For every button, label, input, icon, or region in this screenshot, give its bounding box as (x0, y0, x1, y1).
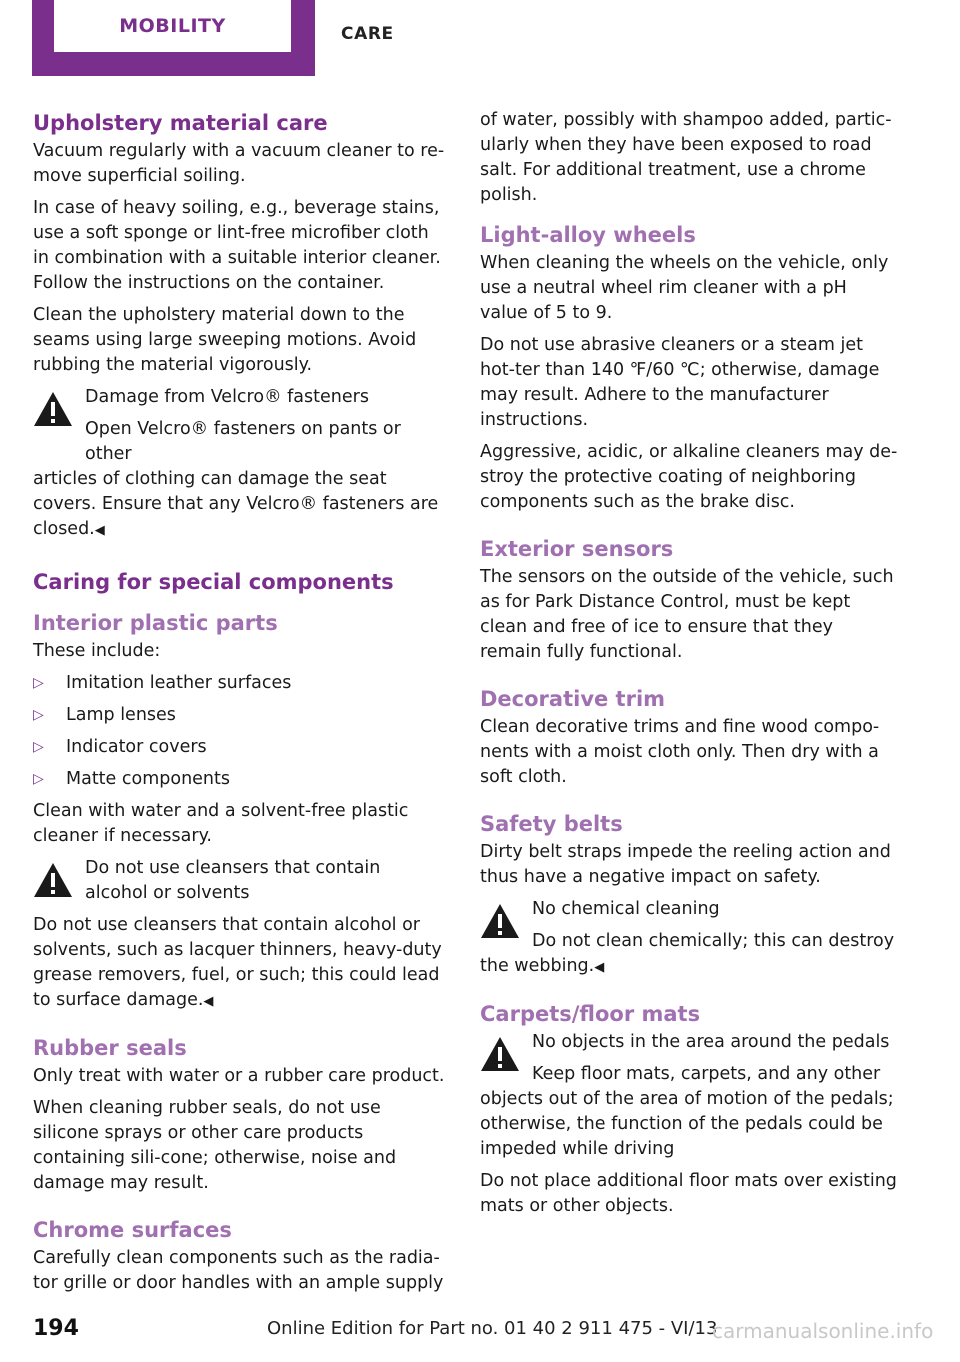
paragraph: In case of heavy soiling, e.g., beverage stains, use a soft sponge or lint-free microfiber cloth in combination with a suitable interior cleaner. Follow the instructions on the container. (33, 198, 441, 293)
end-mark-icon: ◀ (203, 994, 214, 1009)
warning-block (480, 1030, 898, 1162)
bullet-triangle-icon: ▷ (33, 771, 44, 787)
special-components-heading: Caring for special components (33, 570, 394, 594)
paragraph: When cleaning rubber seals, do not use silicone sprays or other care products containing sili‐cone; otherwise, noise and damage may result. (33, 1098, 397, 1193)
warning-body: Do not use cleansers that contain alcohol or solvents, such as lacquer thinners, heavy-duty grease removers, fuel, or such; this could lead to surface damage.◀ (33, 915, 442, 1010)
paragraph: When cleaning the wheels on the vehicle, only use a neutral wheel rim cleaner with a pH value of 5 to 9. (480, 253, 889, 323)
chapter-tab-bar (32, 0, 315, 76)
warning-title: Do not use cleansers that contain alcohol or solvents (85, 858, 381, 903)
paragraph: The sensors on the outside of the vehicle, such as for Park Distance Control, must be kept clean and free of ice to ensure that they remain fully functional. (480, 567, 894, 662)
paragraph: Clean decorative trims and fine wood compo‐nents with a moist cloth only. Then dry with a soft cloth. (480, 717, 880, 787)
warning-triangle-icon (33, 391, 73, 427)
paragraph: Vacuum regularly with a vacuum cleaner to re‐move superficial soiling. (33, 141, 445, 186)
plastic-parts-heading: Interior plastic parts (33, 611, 278, 635)
paragraph: Only treat with water or a rubber care product. (33, 1066, 445, 1086)
upholstery-heading: Upholstery material care (33, 111, 328, 135)
bullet-triangle-icon: ▷ (33, 675, 44, 691)
exterior-sensors-heading: Exterior sensors (480, 537, 674, 561)
end-mark-icon: ◀ (94, 523, 105, 538)
end-mark-icon: ◀ (594, 960, 605, 975)
warning-body: Open Velcro® fasteners on pants or other articles of clothing can damage the seat covers. Ensure that any Velcro® fasteners are closed.◀ (33, 419, 439, 539)
warning-triangle-icon (480, 1036, 520, 1072)
light-alloy-wheels-heading: Light-alloy wheels (480, 223, 696, 247)
paragraph: Carefully clean components such as the radia‐tor grille or door handles with an ample supply (33, 1248, 444, 1293)
rubber-seals-heading: Rubber seals (33, 1036, 187, 1060)
paragraph: Dirty belt straps impede the reeling action and thus have a negative impact on safety. (480, 842, 891, 887)
list-item: ▷ Imitation leather surfaces (33, 671, 448, 696)
warning-block (480, 897, 898, 980)
carpets-floor-mats-heading: Carpets/floor mats (480, 1002, 701, 1026)
paragraph: Aggressive, acidic, or alkaline cleaners may de‐stroy the protective coating of neighboring components such as the brake disc. (480, 442, 898, 512)
list-item: ▷ Indicator covers (33, 735, 448, 760)
warning-title: No chemical cleaning (532, 899, 720, 919)
paragraph: of water, possibly with shampoo added, partic‐ularly when they have been exposed to road salt. For additional treatment, use a chrome polish. (480, 110, 892, 205)
right-column (480, 108, 898, 1226)
watermark: carmanualsonline.info (712, 1319, 934, 1343)
warning-block (33, 385, 448, 543)
paragraph: Clean with water and a solvent-free plastic cleaner if necessary. (33, 801, 409, 846)
warning-title: No objects in the area around the pedals (532, 1032, 890, 1052)
warning-block (33, 856, 448, 1014)
bullet-list (33, 671, 448, 792)
bullet-triangle-icon: ▷ (33, 739, 44, 755)
warning-body: Keep floor mats, carpets, and any other objects out of the area of motion of the pedals; otherwise, the function of the pedals could be impeded while driving (480, 1064, 894, 1159)
list-item: ▷ Matte components (33, 767, 448, 792)
decorative-trim-heading: Decorative trim (480, 687, 666, 711)
section-label-care: CARE (341, 24, 394, 44)
safety-belts-heading: Safety belts (480, 812, 623, 836)
warning-triangle-icon (33, 862, 73, 898)
left-column (33, 108, 448, 1303)
chrome-surfaces-heading: Chrome surfaces (33, 1218, 232, 1242)
paragraph: These include: (33, 641, 161, 661)
bullet-triangle-icon: ▷ (33, 707, 44, 723)
paragraph: Do not use abrasive cleaners or a steam jet hot‐ter than 140 ℉/60 ℃; otherwise, damage may result. Adhere to the manufacturer instructions. (480, 335, 880, 430)
warning-body: Do not clean chemically; this can destroy the webbing.◀ (480, 931, 895, 976)
edition-footer: Online Edition for Part no. 01 40 2 911 475 - VI/13 (267, 1318, 718, 1339)
warning-title: Damage from Velcro® fasteners (85, 387, 369, 407)
paragraph: Clean the upholstery material down to the seams using large sweeping motions. Avoid rubbing the material vigorously. (33, 305, 417, 375)
page-number: 194 (33, 1316, 79, 1341)
paragraph: Do not place additional floor mats over existing mats or other objects. (480, 1171, 897, 1216)
warning-triangle-icon (480, 903, 520, 939)
tab-mobility[interactable]: MOBILITY (54, 0, 291, 52)
list-item: ▷ Lamp lenses (33, 703, 448, 728)
